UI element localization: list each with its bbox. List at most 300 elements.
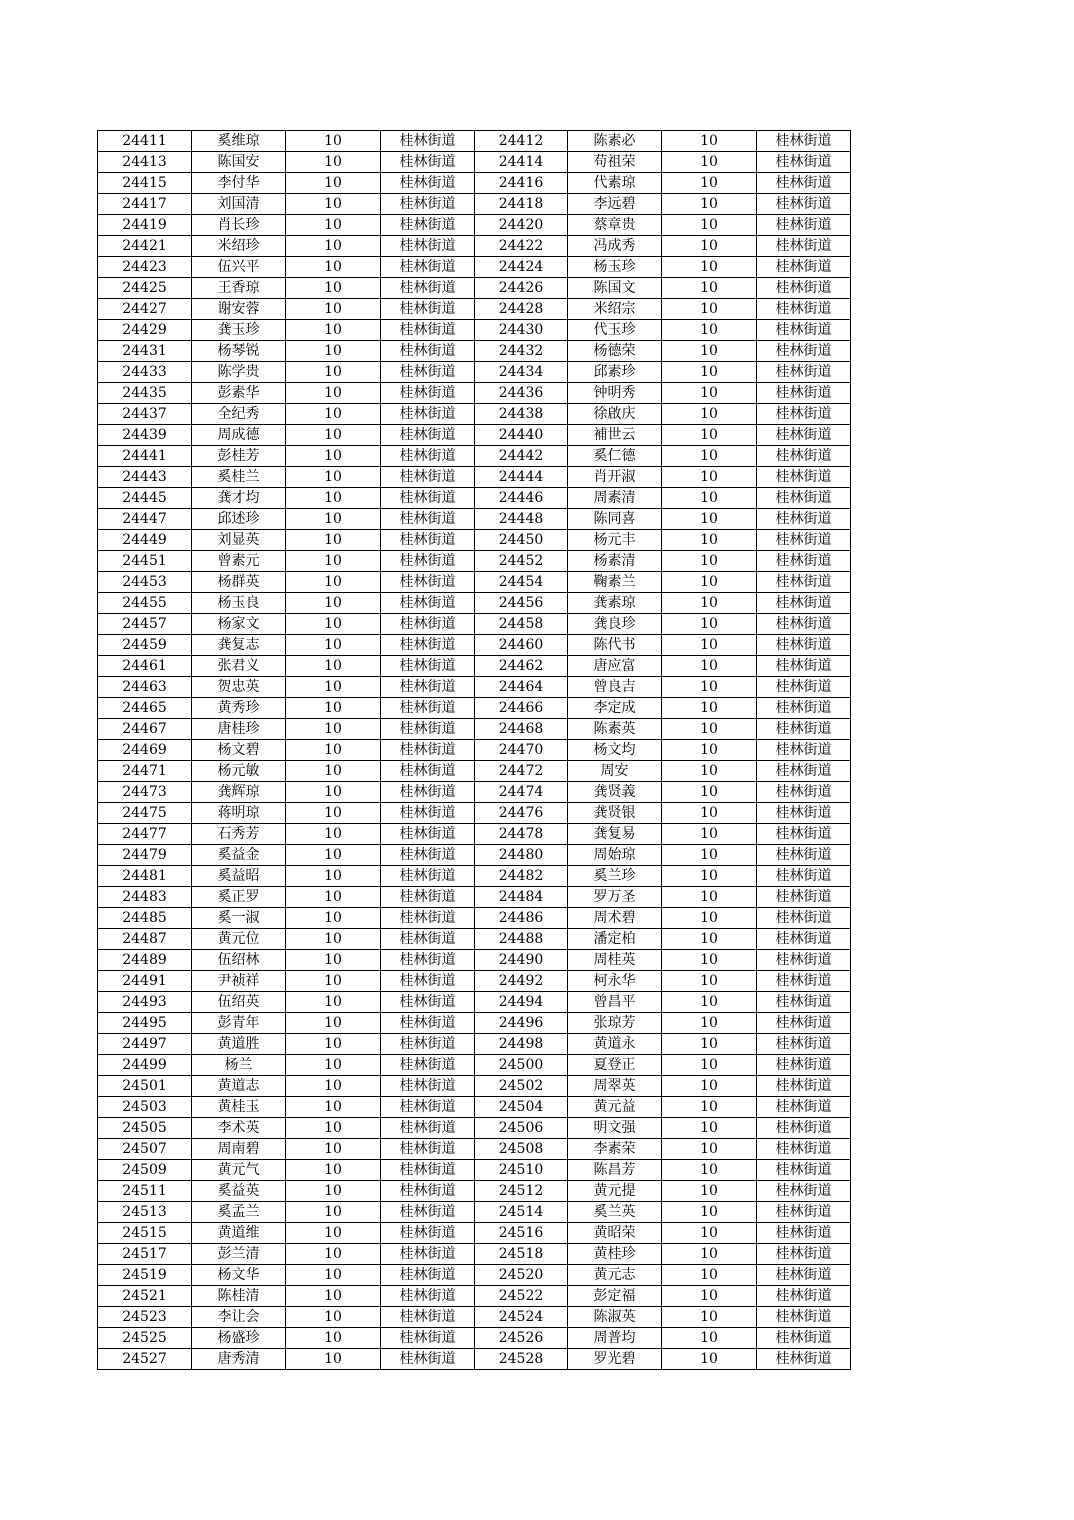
district-cell-right: 桂林街道 <box>757 446 851 467</box>
id-cell-left: 24459 <box>98 635 192 656</box>
name-cell-left: 石秀芳 <box>192 824 286 845</box>
amount-cell-right: 10 <box>662 278 757 299</box>
amount-cell-right: 10 <box>662 131 757 152</box>
amount-cell-right: 10 <box>662 488 757 509</box>
district-cell-right: 桂林街道 <box>757 383 851 404</box>
district-cell-right: 桂林街道 <box>757 1034 851 1055</box>
name-cell-right: 黄昭荣 <box>568 1223 662 1244</box>
amount-cell-left: 10 <box>286 572 381 593</box>
amount-cell-right: 10 <box>662 1034 757 1055</box>
district-cell-left: 桂林街道 <box>381 1034 475 1055</box>
table-row <box>98 1202 851 1223</box>
district-cell-right: 桂林街道 <box>757 299 851 320</box>
name-cell-left: 龚才均 <box>192 488 286 509</box>
district-cell-right: 桂林街道 <box>757 1349 851 1370</box>
name-cell-left: 龚辉琼 <box>192 782 286 803</box>
id-cell-left: 24479 <box>98 845 192 866</box>
name-cell-left: 杨玉良 <box>192 593 286 614</box>
district-cell-left: 桂林街道 <box>381 509 475 530</box>
amount-cell-left: 10 <box>286 1055 381 1076</box>
id-cell-left: 24413 <box>98 152 192 173</box>
table-row <box>98 1118 851 1139</box>
table-row <box>98 698 851 719</box>
id-cell-right: 24516 <box>475 1223 568 1244</box>
name-cell-right: 夏登正 <box>568 1055 662 1076</box>
name-cell-right: 罗光碧 <box>568 1349 662 1370</box>
amount-cell-left: 10 <box>286 635 381 656</box>
district-cell-left: 桂林街道 <box>381 866 475 887</box>
amount-cell-right: 10 <box>662 593 757 614</box>
roster-table <box>97 130 851 1370</box>
name-cell-right: 张琼芳 <box>568 1013 662 1034</box>
name-cell-right: 李定成 <box>568 698 662 719</box>
name-cell-right: 黄元提 <box>568 1181 662 1202</box>
district-cell-right: 桂林街道 <box>757 1055 851 1076</box>
id-cell-right: 24480 <box>475 845 568 866</box>
district-cell-left: 桂林街道 <box>381 950 475 971</box>
id-cell-left: 24473 <box>98 782 192 803</box>
district-cell-left: 桂林街道 <box>381 971 475 992</box>
table-row <box>98 740 851 761</box>
district-cell-right: 桂林街道 <box>757 929 851 950</box>
id-cell-left: 24521 <box>98 1286 192 1307</box>
id-cell-left: 24423 <box>98 257 192 278</box>
id-cell-right: 24472 <box>475 761 568 782</box>
district-cell-right: 桂林街道 <box>757 509 851 530</box>
id-cell-right: 24512 <box>475 1181 568 1202</box>
amount-cell-left: 10 <box>286 278 381 299</box>
district-cell-left: 桂林街道 <box>381 782 475 803</box>
name-cell-right: 曾良吉 <box>568 677 662 698</box>
table-row <box>98 1139 851 1160</box>
table-row <box>98 425 851 446</box>
district-cell-left: 桂林街道 <box>381 677 475 698</box>
table-row <box>98 572 851 593</box>
name-cell-left: 陈桂清 <box>192 1286 286 1307</box>
id-cell-right: 24436 <box>475 383 568 404</box>
amount-cell-right: 10 <box>662 530 757 551</box>
table-row <box>98 362 851 383</box>
table-row <box>98 1097 851 1118</box>
amount-cell-left: 10 <box>286 488 381 509</box>
district-cell-left: 桂林街道 <box>381 551 475 572</box>
name-cell-left: 彭兰清 <box>192 1244 286 1265</box>
name-cell-right: 李素荣 <box>568 1139 662 1160</box>
name-cell-right: 代素琼 <box>568 173 662 194</box>
district-cell-right: 桂林街道 <box>757 257 851 278</box>
name-cell-left: 周南碧 <box>192 1139 286 1160</box>
id-cell-right: 24464 <box>475 677 568 698</box>
id-cell-left: 24507 <box>98 1139 192 1160</box>
id-cell-right: 24422 <box>475 236 568 257</box>
amount-cell-right: 10 <box>662 509 757 530</box>
table-row <box>98 509 851 530</box>
table-row <box>98 551 851 572</box>
table-row <box>98 656 851 677</box>
name-cell-right: 米绍宗 <box>568 299 662 320</box>
district-cell-left: 桂林街道 <box>381 1286 475 1307</box>
name-cell-right: 曾昌平 <box>568 992 662 1013</box>
amount-cell-left: 10 <box>286 1139 381 1160</box>
id-cell-right: 24460 <box>475 635 568 656</box>
id-cell-left: 24427 <box>98 299 192 320</box>
name-cell-right: 杨玉珍 <box>568 257 662 278</box>
name-cell-left: 曾素元 <box>192 551 286 572</box>
amount-cell-left: 10 <box>286 509 381 530</box>
amount-cell-left: 10 <box>286 866 381 887</box>
id-cell-left: 24467 <box>98 719 192 740</box>
amount-cell-left: 10 <box>286 1034 381 1055</box>
amount-cell-left: 10 <box>286 824 381 845</box>
name-cell-left: 龚玉珍 <box>192 320 286 341</box>
name-cell-right: 杨文均 <box>568 740 662 761</box>
id-cell-right: 24430 <box>475 320 568 341</box>
name-cell-right: 邱素珍 <box>568 362 662 383</box>
name-cell-right: 潘定柏 <box>568 929 662 950</box>
id-cell-right: 24442 <box>475 446 568 467</box>
id-cell-left: 24481 <box>98 866 192 887</box>
amount-cell-left: 10 <box>286 614 381 635</box>
id-cell-left: 24439 <box>98 425 192 446</box>
amount-cell-right: 10 <box>662 1349 757 1370</box>
name-cell-left: 彭素华 <box>192 383 286 404</box>
id-cell-left: 24505 <box>98 1118 192 1139</box>
id-cell-left: 24471 <box>98 761 192 782</box>
name-cell-right: 冯成秀 <box>568 236 662 257</box>
district-cell-right: 桂林街道 <box>757 1307 851 1328</box>
name-cell-left: 龚复志 <box>192 635 286 656</box>
name-cell-right: 周素清 <box>568 488 662 509</box>
id-cell-right: 24482 <box>475 866 568 887</box>
name-cell-right: 龚良珍 <box>568 614 662 635</box>
amount-cell-right: 10 <box>662 404 757 425</box>
table-row <box>98 824 851 845</box>
name-cell-left: 李术英 <box>192 1118 286 1139</box>
table-row <box>98 236 851 257</box>
id-cell-right: 24412 <box>475 131 568 152</box>
district-cell-left: 桂林街道 <box>381 488 475 509</box>
id-cell-left: 24429 <box>98 320 192 341</box>
table-row <box>98 971 851 992</box>
name-cell-right: 陈国文 <box>568 278 662 299</box>
district-cell-right: 桂林街道 <box>757 1265 851 1286</box>
name-cell-left: 蒋明琼 <box>192 803 286 824</box>
name-cell-right: 唐应富 <box>568 656 662 677</box>
name-cell-left: 黄秀珍 <box>192 698 286 719</box>
id-cell-right: 24414 <box>475 152 568 173</box>
table-row <box>98 194 851 215</box>
name-cell-left: 黄元位 <box>192 929 286 950</box>
table-row <box>98 341 851 362</box>
table-row <box>98 845 851 866</box>
name-cell-left: 黄道胜 <box>192 1034 286 1055</box>
amount-cell-left: 10 <box>286 1181 381 1202</box>
table-row <box>98 1328 851 1349</box>
amount-cell-left: 10 <box>286 383 381 404</box>
table-row <box>98 803 851 824</box>
table-row <box>98 446 851 467</box>
name-cell-left: 陈国安 <box>192 152 286 173</box>
district-cell-right: 桂林街道 <box>757 572 851 593</box>
id-cell-right: 24440 <box>475 425 568 446</box>
id-cell-right: 24484 <box>475 887 568 908</box>
id-cell-left: 24435 <box>98 383 192 404</box>
name-cell-left: 奚孟兰 <box>192 1202 286 1223</box>
name-cell-right: 周安 <box>568 761 662 782</box>
amount-cell-right: 10 <box>662 341 757 362</box>
id-cell-right: 24446 <box>475 488 568 509</box>
table-row <box>98 593 851 614</box>
name-cell-right: 龚贤银 <box>568 803 662 824</box>
id-cell-right: 24438 <box>475 404 568 425</box>
id-cell-left: 24503 <box>98 1097 192 1118</box>
id-cell-left: 24431 <box>98 341 192 362</box>
id-cell-right: 24448 <box>475 509 568 530</box>
amount-cell-right: 10 <box>662 1223 757 1244</box>
name-cell-left: 伍绍英 <box>192 992 286 1013</box>
table-row <box>98 152 851 173</box>
district-cell-right: 桂林街道 <box>757 1286 851 1307</box>
amount-cell-left: 10 <box>286 761 381 782</box>
district-cell-left: 桂林街道 <box>381 614 475 635</box>
amount-cell-right: 10 <box>662 173 757 194</box>
name-cell-right: 周始琼 <box>568 845 662 866</box>
amount-cell-left: 10 <box>286 1160 381 1181</box>
name-cell-left: 黄元气 <box>192 1160 286 1181</box>
amount-cell-left: 10 <box>286 719 381 740</box>
amount-cell-left: 10 <box>286 341 381 362</box>
district-cell-left: 桂林街道 <box>381 887 475 908</box>
name-cell-left: 奚正罗 <box>192 887 286 908</box>
amount-cell-right: 10 <box>662 614 757 635</box>
amount-cell-right: 10 <box>662 761 757 782</box>
amount-cell-left: 10 <box>286 530 381 551</box>
district-cell-left: 桂林街道 <box>381 1181 475 1202</box>
district-cell-right: 桂林街道 <box>757 614 851 635</box>
district-cell-right: 桂林街道 <box>757 677 851 698</box>
amount-cell-left: 10 <box>286 782 381 803</box>
id-cell-left: 24491 <box>98 971 192 992</box>
name-cell-right: 陈素英 <box>568 719 662 740</box>
district-cell-right: 桂林街道 <box>757 467 851 488</box>
id-cell-right: 24508 <box>475 1139 568 1160</box>
district-cell-left: 桂林街道 <box>381 236 475 257</box>
amount-cell-left: 10 <box>286 677 381 698</box>
district-cell-left: 桂林街道 <box>381 1307 475 1328</box>
district-cell-right: 桂林街道 <box>757 656 851 677</box>
amount-cell-right: 10 <box>662 194 757 215</box>
name-cell-left: 杨群英 <box>192 572 286 593</box>
district-cell-left: 桂林街道 <box>381 845 475 866</box>
table-row <box>98 1349 851 1370</box>
name-cell-right: 黄元志 <box>568 1265 662 1286</box>
name-cell-left: 杨琴锐 <box>192 341 286 362</box>
amount-cell-right: 10 <box>662 845 757 866</box>
amount-cell-right: 10 <box>662 1097 757 1118</box>
id-cell-left: 24477 <box>98 824 192 845</box>
district-cell-right: 桂林街道 <box>757 761 851 782</box>
name-cell-right: 奚兰英 <box>568 1202 662 1223</box>
table-row <box>98 908 851 929</box>
table-row <box>98 1223 851 1244</box>
id-cell-left: 24447 <box>98 509 192 530</box>
amount-cell-left: 10 <box>286 803 381 824</box>
amount-cell-right: 10 <box>662 929 757 950</box>
table-row <box>98 866 851 887</box>
name-cell-left: 杨盛珍 <box>192 1328 286 1349</box>
id-cell-right: 24524 <box>475 1307 568 1328</box>
district-cell-right: 桂林街道 <box>757 404 851 425</box>
amount-cell-right: 10 <box>662 1013 757 1034</box>
name-cell-right: 奚仁德 <box>568 446 662 467</box>
amount-cell-right: 10 <box>662 1202 757 1223</box>
id-cell-right: 24490 <box>475 950 568 971</box>
id-cell-right: 24522 <box>475 1286 568 1307</box>
id-cell-right: 24466 <box>475 698 568 719</box>
name-cell-right: 柯永华 <box>568 971 662 992</box>
amount-cell-left: 10 <box>286 1286 381 1307</box>
district-cell-left: 桂林街道 <box>381 1097 475 1118</box>
amount-cell-left: 10 <box>286 257 381 278</box>
district-cell-right: 桂林街道 <box>757 551 851 572</box>
id-cell-right: 24488 <box>475 929 568 950</box>
id-cell-right: 24434 <box>475 362 568 383</box>
district-cell-left: 桂林街道 <box>381 1244 475 1265</box>
amount-cell-left: 10 <box>286 908 381 929</box>
district-cell-right: 桂林街道 <box>757 1223 851 1244</box>
table-row <box>98 131 851 152</box>
id-cell-right: 24474 <box>475 782 568 803</box>
district-cell-left: 桂林街道 <box>381 740 475 761</box>
district-cell-right: 桂林街道 <box>757 719 851 740</box>
name-cell-right: 龚复易 <box>568 824 662 845</box>
amount-cell-right: 10 <box>662 992 757 1013</box>
amount-cell-right: 10 <box>662 320 757 341</box>
id-cell-left: 24415 <box>98 173 192 194</box>
amount-cell-left: 10 <box>286 740 381 761</box>
amount-cell-left: 10 <box>286 992 381 1013</box>
id-cell-right: 24502 <box>475 1076 568 1097</box>
district-cell-left: 桂林街道 <box>381 908 475 929</box>
name-cell-right: 龚素琼 <box>568 593 662 614</box>
id-cell-left: 24499 <box>98 1055 192 1076</box>
amount-cell-left: 10 <box>286 929 381 950</box>
amount-cell-right: 10 <box>662 971 757 992</box>
district-cell-right: 桂林街道 <box>757 320 851 341</box>
id-cell-left: 24509 <box>98 1160 192 1181</box>
district-cell-left: 桂林街道 <box>381 1160 475 1181</box>
amount-cell-right: 10 <box>662 1286 757 1307</box>
name-cell-left: 黄道维 <box>192 1223 286 1244</box>
name-cell-right: 李远碧 <box>568 194 662 215</box>
name-cell-right: 代玉珍 <box>568 320 662 341</box>
amount-cell-right: 10 <box>662 824 757 845</box>
name-cell-right: 陈素必 <box>568 131 662 152</box>
amount-cell-right: 10 <box>662 383 757 404</box>
id-cell-left: 24517 <box>98 1244 192 1265</box>
table-row <box>98 1055 851 1076</box>
district-cell-right: 桂林街道 <box>757 887 851 908</box>
name-cell-left: 谢安蓉 <box>192 299 286 320</box>
id-cell-left: 24483 <box>98 887 192 908</box>
id-cell-right: 24454 <box>475 572 568 593</box>
amount-cell-left: 10 <box>286 173 381 194</box>
amount-cell-left: 10 <box>286 320 381 341</box>
name-cell-left: 奚桂兰 <box>192 467 286 488</box>
amount-cell-left: 10 <box>286 404 381 425</box>
district-cell-right: 桂林街道 <box>757 1328 851 1349</box>
district-cell-right: 桂林街道 <box>757 782 851 803</box>
district-cell-left: 桂林街道 <box>381 257 475 278</box>
name-cell-right: 奚兰珍 <box>568 866 662 887</box>
name-cell-right: 陈代书 <box>568 635 662 656</box>
name-cell-left: 杨文华 <box>192 1265 286 1286</box>
amount-cell-right: 10 <box>662 425 757 446</box>
name-cell-left: 陈学贵 <box>192 362 286 383</box>
id-cell-right: 24458 <box>475 614 568 635</box>
district-cell-right: 桂林街道 <box>757 866 851 887</box>
district-cell-left: 桂林街道 <box>381 152 475 173</box>
id-cell-left: 24425 <box>98 278 192 299</box>
district-cell-left: 桂林街道 <box>381 215 475 236</box>
id-cell-right: 24492 <box>475 971 568 992</box>
id-cell-right: 24518 <box>475 1244 568 1265</box>
district-cell-left: 桂林街道 <box>381 992 475 1013</box>
district-cell-right: 桂林街道 <box>757 740 851 761</box>
amount-cell-right: 10 <box>662 1076 757 1097</box>
district-cell-right: 桂林街道 <box>757 803 851 824</box>
id-cell-left: 24449 <box>98 530 192 551</box>
name-cell-right: 杨元丰 <box>568 530 662 551</box>
id-cell-right: 24496 <box>475 1013 568 1034</box>
name-cell-left: 杨元敏 <box>192 761 286 782</box>
district-cell-right: 桂林街道 <box>757 1118 851 1139</box>
id-cell-right: 24432 <box>475 341 568 362</box>
amount-cell-right: 10 <box>662 698 757 719</box>
district-cell-left: 桂林街道 <box>381 1349 475 1370</box>
table-row <box>98 1160 851 1181</box>
amount-cell-right: 10 <box>662 719 757 740</box>
id-cell-left: 24433 <box>98 362 192 383</box>
name-cell-left: 杨文碧 <box>192 740 286 761</box>
amount-cell-right: 10 <box>662 299 757 320</box>
id-cell-right: 24504 <box>475 1097 568 1118</box>
district-cell-right: 桂林街道 <box>757 1181 851 1202</box>
amount-cell-left: 10 <box>286 1097 381 1118</box>
amount-cell-left: 10 <box>286 1118 381 1139</box>
id-cell-right: 24456 <box>475 593 568 614</box>
name-cell-left: 李付华 <box>192 173 286 194</box>
table-row <box>98 761 851 782</box>
id-cell-left: 24417 <box>98 194 192 215</box>
id-cell-left: 24445 <box>98 488 192 509</box>
amount-cell-right: 10 <box>662 1244 757 1265</box>
district-cell-left: 桂林街道 <box>381 1202 475 1223</box>
name-cell-right: 杨德荣 <box>568 341 662 362</box>
name-cell-right: 肖开淑 <box>568 467 662 488</box>
district-cell-left: 桂林街道 <box>381 1076 475 1097</box>
id-cell-right: 24452 <box>475 551 568 572</box>
district-cell-left: 桂林街道 <box>381 761 475 782</box>
id-cell-left: 24495 <box>98 1013 192 1034</box>
table-row <box>98 320 851 341</box>
district-cell-right: 桂林街道 <box>757 1013 851 1034</box>
amount-cell-right: 10 <box>662 572 757 593</box>
table-row <box>98 1013 851 1034</box>
district-cell-left: 桂林街道 <box>381 1013 475 1034</box>
amount-cell-left: 10 <box>286 299 381 320</box>
amount-cell-left: 10 <box>286 236 381 257</box>
